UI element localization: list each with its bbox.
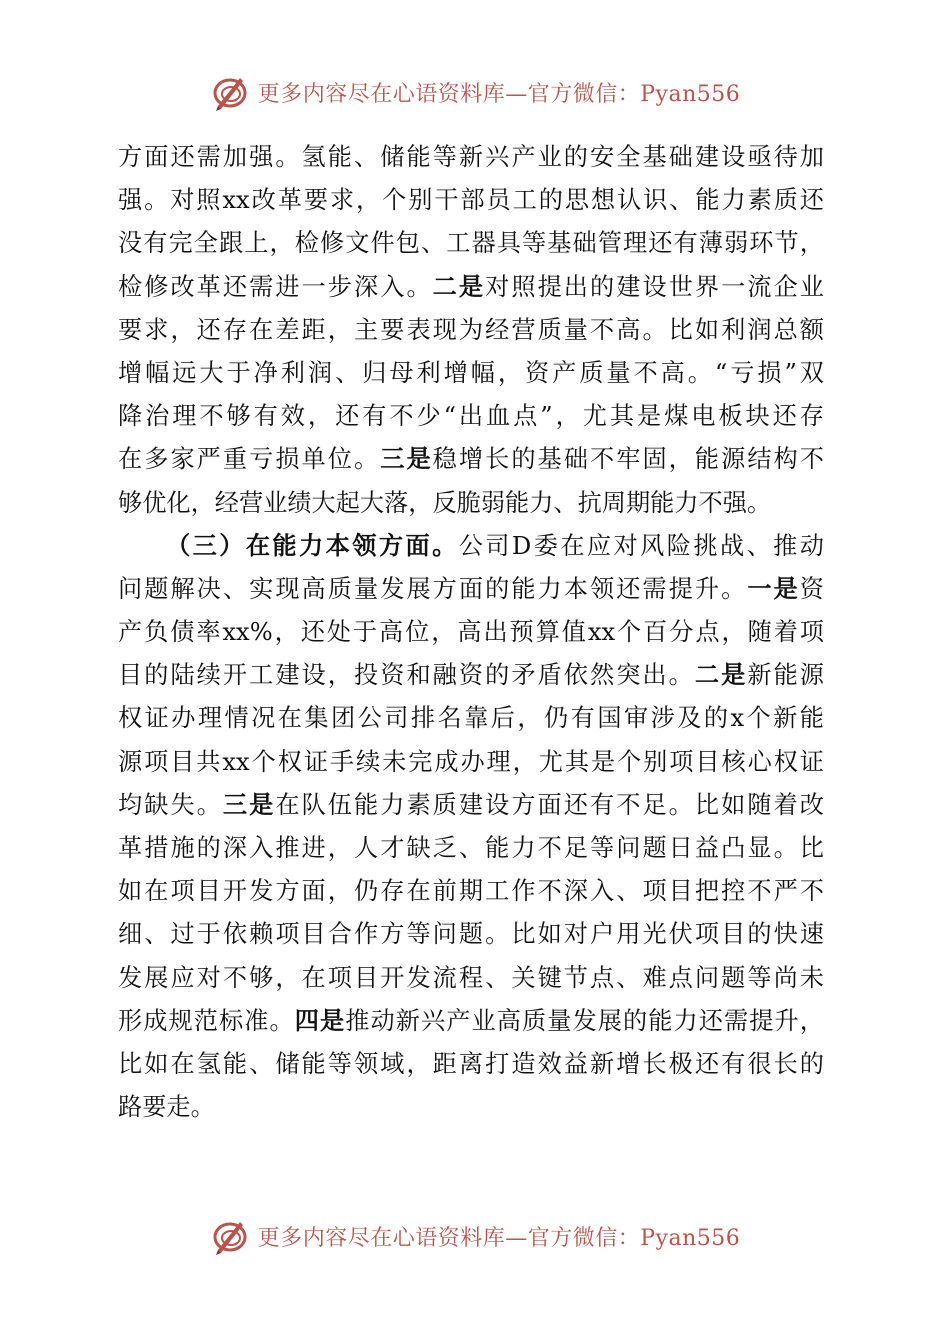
text-line: 目的陆续开工建设，投资和融资的矛盾依然突出。二是新能源 — [118, 661, 824, 690]
text-line: 在多家严重亏损单位。三是稳增长的基础不牢固，能源结构不 — [118, 445, 824, 474]
text-line: 细、过于依赖项目合作方等问题。比如对户用光伏项目的快速 — [118, 920, 824, 949]
pen-ring-logo-icon — [210, 1216, 250, 1256]
text-line: 方面还需加强。氢能、储能等新兴产业的安全基础建设亟待加 — [118, 143, 824, 171]
text-line: 革措施的深入推进，人才缺乏、能力不足等问题日益凸显。比 — [118, 834, 824, 862]
document-body — [118, 136, 824, 1129]
text-line: 路要走。 — [118, 1093, 215, 1122]
text-line: 强。对照xx改革要求，个别干部员工的思想认识、能力素质还 — [118, 186, 824, 215]
text-line: 权证办理情况在集团公司排名靠后，仍有国审涉及的x个新能 — [118, 704, 824, 733]
text-line: 检修改革还需进一步深入。二是对照提出的建设世界一流企业 — [118, 272, 824, 301]
footer-watermark-banner — [0, 1214, 950, 1258]
footer-watermark-text: 更多内容尽在心语资料库—官方微信：Pyan556 — [257, 1225, 741, 1251]
text-line: 形成规范标准。四是推动新兴产业高质量发展的能力还需提升， — [118, 1006, 824, 1035]
text-line: 问题解决、实现高质量发展方面的能力本领还需提升。一是资 — [118, 574, 824, 603]
text-line: 要求，还存在差距，主要表现为经营质量不高。比如利润总额 — [118, 315, 824, 344]
text-line: 增幅远大于净利润、归母利增幅，资产质量不高。“亏损”双 — [118, 358, 824, 387]
text-line: 够优化，经营业绩大起大落，反脆弱能力、抗周期能力不强。 — [118, 488, 772, 517]
text-line: 比如在氢能、储能等领域，距离打造效益新增长极还有很长的 — [118, 1049, 824, 1078]
text-line: 降治理不够有效，还有不少“出血点”，尤其是煤电板块还存 — [118, 402, 824, 431]
text-line: 产负债率xx%，还处于高位，高出预算值xx个百分点，随着项 — [118, 618, 824, 647]
header-watermark-text: 更多内容尽在心语资料库—官方微信：Pyan556 — [257, 81, 741, 107]
text-line: 没有完全跟上，检修文件包、工器具等基础管理还有薄弱环节， — [118, 229, 824, 258]
section-heading-line: （三）在能力本领方面。公司D委在应对风险挑战、推动 — [166, 531, 824, 560]
header-watermark-banner — [0, 70, 950, 114]
text-line: 均缺失。三是在队伍能力素质建设方面还有不足。比如随着改 — [118, 790, 824, 819]
text-line: 源项目共xx个权证手续未完成办理，尤其是个别项目核心权证 — [118, 747, 824, 776]
text-line: 如在项目开发方面，仍存在前期工作不深入、项目把控不严不 — [118, 877, 824, 906]
pen-ring-logo-icon — [210, 72, 250, 112]
text-line: 发展应对不够，在项目开发流程、关键节点、难点问题等尚未 — [118, 963, 824, 992]
